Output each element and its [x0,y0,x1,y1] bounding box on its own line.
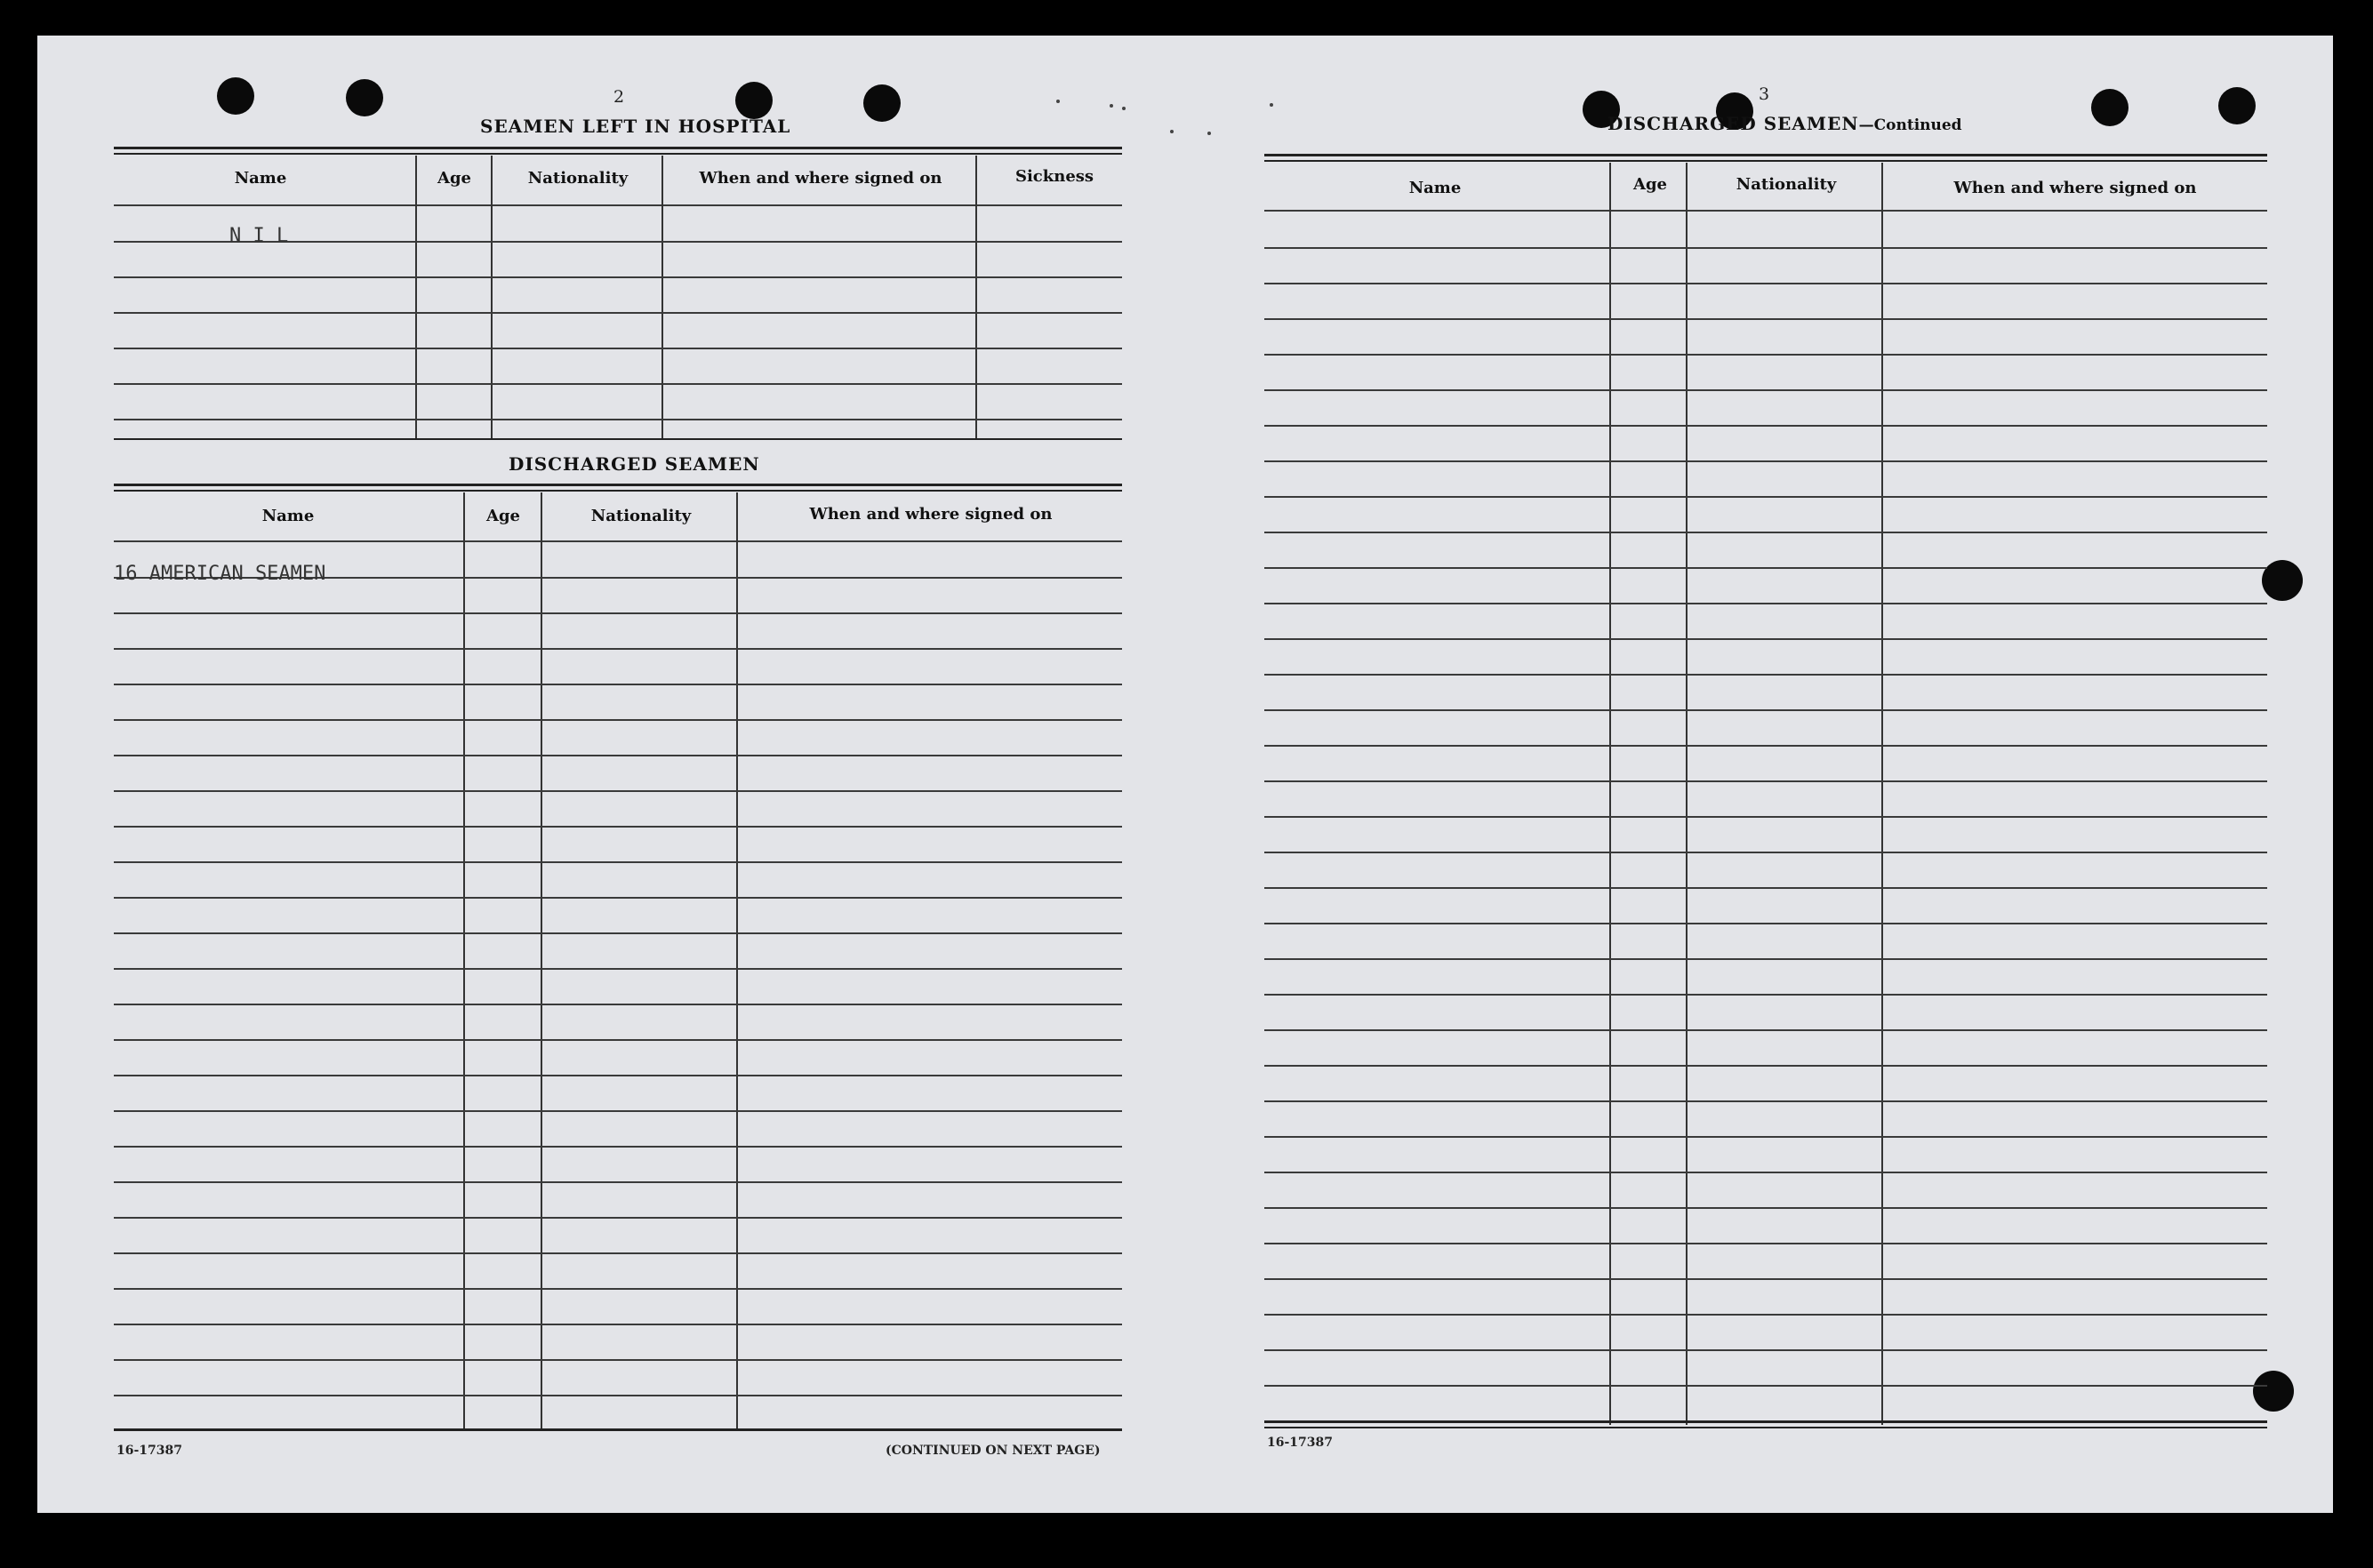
column-divider [1881,163,1883,1425]
column-divider [661,156,663,438]
column-header-name: Name [1408,179,1462,197]
table-bottom-rule [114,438,1122,440]
punch-hole [2262,560,2303,601]
form-number: 16-17387 [1267,1436,1333,1450]
section-title-suffix: —Continued [1858,116,1962,134]
header-underline [114,204,1122,206]
table-row-line [114,383,1122,385]
table-top-rule [1264,154,2267,156]
punch-hole [217,77,254,115]
table-row-line [114,968,1122,970]
column-header-name: Name [261,507,315,525]
ink-dot [1170,130,1174,133]
column-header-signed-on: When and where signed on [809,505,1053,524]
form-number: 16-17387 [116,1444,182,1458]
column-header-nationality: Nationality [527,169,629,188]
table-row-line [114,312,1122,314]
ink-dot [1122,107,1126,110]
table-row-line [114,790,1122,792]
column-header-signed-on: When and where signed on [1953,179,2197,197]
column-header-nationality: Nationality [1736,175,1837,194]
table-row-line [1264,425,2267,427]
punch-hole [2218,87,2256,124]
table-row-line [114,684,1122,685]
table-row-line [1264,1385,2267,1387]
table-row-line [114,1395,1122,1396]
table-top-rule [114,147,1122,149]
table-row-line [1264,1172,2267,1173]
column-header-signed-on: When and where signed on [699,169,942,188]
table-row-line [1264,1207,2267,1209]
table-row-line [1264,1278,2267,1280]
table-top-rule [114,490,1122,492]
table-bottom-rule [1264,1427,2267,1428]
table-top-rule [114,153,1122,155]
table-row-line [1264,958,2267,960]
column-divider [491,156,493,438]
table-row-line [1264,780,2267,782]
ink-dot [1056,100,1060,103]
header-underline [114,540,1122,542]
ink-dot [1110,104,1113,108]
punch-hole [2091,89,2128,126]
table-row-line [114,719,1122,721]
table-row-line [1264,852,2267,853]
continued-note: (CONTINUED ON NEXT PAGE) [886,1444,1101,1458]
punch-hole [735,82,773,119]
table-row-line [114,1288,1122,1290]
punch-hole [346,79,383,116]
table-row-line [1264,247,2267,249]
header-underline [1264,210,2267,212]
table-row-line [1264,1314,2267,1316]
ink-dot [1207,132,1211,135]
column-divider [415,156,417,438]
table-row-line [114,612,1122,614]
table-row-line [114,861,1122,863]
column-divider [1609,163,1611,1425]
table-row-line [114,826,1122,828]
discharged-continued-table [1264,154,2267,1434]
section-title-discharged: DISCHARGED SEAMEN [509,453,760,475]
table-row-line [114,755,1122,756]
table-row-line [1264,318,2267,320]
column-header-nationality: Nationality [590,507,692,525]
table-row-line [114,932,1122,934]
table-row-line [1264,1136,2267,1138]
section-title-discharged-continued [1607,113,1962,134]
table-row-line [114,276,1122,278]
table-row-line [1264,567,2267,569]
column-divider [1686,163,1688,1425]
table-top-rule [1264,160,2267,162]
table-row-line [114,1181,1122,1183]
ink-dot [1270,103,1273,107]
page-number: 3 [1759,84,1770,104]
table-row-line [114,1039,1122,1041]
table-row-line [1264,532,2267,533]
table-row-line [1264,816,2267,818]
column-header-age: Age [485,507,521,525]
column-header-age: Age [1632,175,1668,194]
table-bottom-rule [1264,1420,2267,1423]
table-row-line [1264,745,2267,747]
table-row-line [1264,1065,2267,1067]
table-row-line [114,648,1122,650]
table-row-line [114,1359,1122,1361]
discharged-entry: 16 AMERICAN SEAMEN [114,563,326,585]
table-row-line [1264,638,2267,640]
table-row-line [1264,1100,2267,1102]
table-row-line [114,348,1122,349]
punch-hole [863,84,901,122]
table-row-line [1264,603,2267,604]
table-row-line [114,897,1122,899]
table-row-line [1264,389,2267,391]
column-divider [975,156,977,438]
table-bottom-rule [114,1428,1122,1431]
table-row-line [1264,1349,2267,1351]
discharged-table [114,484,1122,1435]
section-title-hospital: SEAMEN LEFT IN HOSPITAL [480,116,791,137]
table-row-line [114,1217,1122,1219]
table-row-line [114,1075,1122,1076]
table-row-line [1264,1029,2267,1031]
table-row-line [1264,923,2267,924]
table-row-line [1264,994,2267,996]
table-row-line [1264,1243,2267,1244]
table-row-line [114,419,1122,420]
table-row-line [114,1004,1122,1005]
table-row-line [1264,496,2267,498]
hospital-entry: N I L [229,225,289,247]
column-header-sickness: Sickness [1014,167,1094,186]
table-row-line [1264,709,2267,711]
table-row-line [114,1324,1122,1325]
table-row-line [1264,283,2267,284]
table-row-line [114,1146,1122,1148]
section-title-text: DISCHARGED SEAMEN [1607,113,1859,134]
column-header-name: Name [234,169,287,188]
table-row-line [1264,674,2267,676]
page-number: 2 [613,87,625,107]
hospital-table [114,147,1122,443]
column-header-age: Age [437,169,472,188]
table-row-line [114,1110,1122,1112]
table-row-line [114,1252,1122,1254]
table-top-rule [114,484,1122,486]
table-row-line [1264,460,2267,462]
table-row-line [1264,887,2267,889]
table-row-line [1264,354,2267,356]
